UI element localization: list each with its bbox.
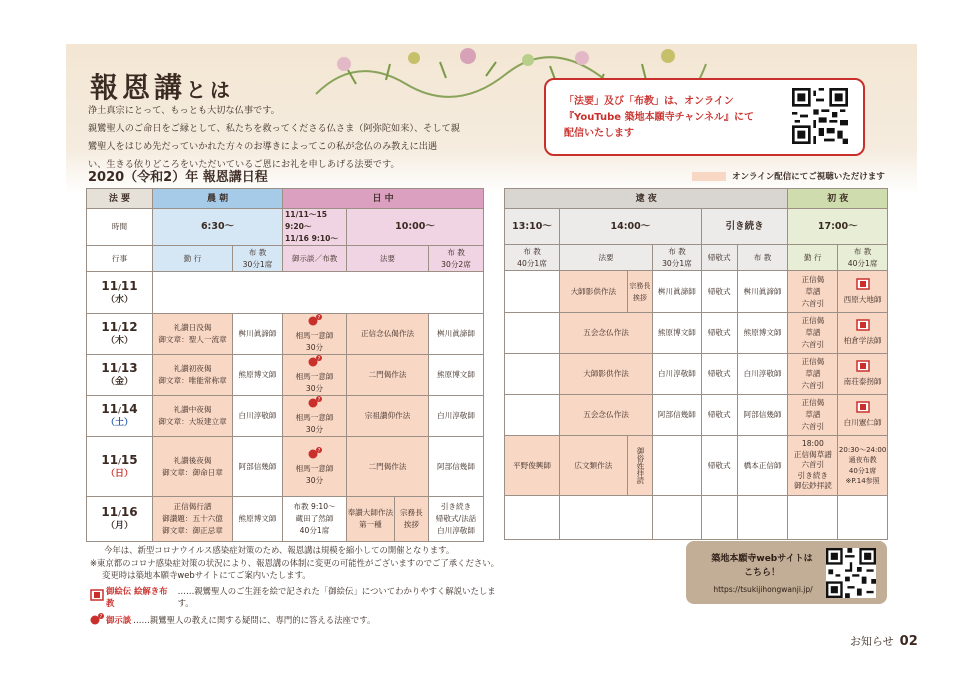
- table-row: [87, 497, 484, 542]
- preacher-cell: 熊原博文師: [737, 313, 788, 354]
- col-fukyo-1: 布 教 40分1席: [505, 245, 560, 271]
- jidan-cell: ? 相馬一意師 30分: [283, 437, 347, 497]
- col-fukyo-noon: 布 教 30分2席: [429, 246, 484, 272]
- preacher-cell: 桝川眞諦師: [233, 314, 283, 355]
- cell: [788, 496, 838, 540]
- table-row: [505, 354, 888, 395]
- gyou-cell: 礼讃中夜偈 御文章：大坂建立章: [153, 396, 233, 437]
- houyou-cell: 大師影供作法: [560, 271, 628, 313]
- svg-text:?: ?: [317, 397, 320, 403]
- preacher-cell: 桝川眞諦師: [737, 271, 788, 313]
- houyou-cell: 奉讃大師作法 第一種 宗務長 挨拶: [347, 497, 429, 542]
- jidan-icon: [90, 613, 104, 629]
- jidan-cell: ? 相馬一意師 30分: [283, 314, 347, 355]
- col-kikyo: 帰敬式: [701, 245, 737, 271]
- table-row: [87, 272, 484, 314]
- kikyo-cell: 帰敬式: [701, 354, 737, 395]
- gyou-cell: 礼讃初夜偈 御文章：唯能常称章: [153, 355, 233, 396]
- row-label: 行事: [87, 246, 153, 272]
- cell: [505, 354, 560, 395]
- houyou-cell: 二門偈作法: [347, 355, 429, 396]
- kikyo-cell: 帰敬式: [701, 271, 737, 313]
- empty-cell: [153, 272, 484, 314]
- preacher-cell: 熊原博文師: [233, 497, 283, 542]
- eden-icon: [856, 278, 870, 294]
- page-title: 報恩講とは: [90, 71, 235, 104]
- tsuya-cell: 20:30〜24:00 通夜布教 40分1席 ※P.14参照: [838, 436, 888, 496]
- col-gyou: 勤 行: [153, 246, 233, 272]
- eden-cell: 白川憲仁師: [838, 395, 888, 436]
- eden-icon: [90, 589, 104, 605]
- jidan-icon: [308, 355, 322, 371]
- note-line: ※東京都のコロナ感染症対策の状況により、報恩講の体制に変更の可能性がございますのでご了承ください。: [90, 557, 500, 568]
- online-legend: オンライン配信にてご視聴いただけます: [692, 170, 885, 182]
- page-footer: お知らせ 02: [850, 634, 918, 649]
- col-gyou: 勤 行: [788, 245, 838, 271]
- eden-legend: 御絵伝 絵解き布教 ……親鸞聖人のご生涯を絵で記された「御絵伝」についてわかりやすく解説いたします。: [90, 585, 510, 610]
- schedule-table-morning-noon: [86, 188, 484, 542]
- header-noon: 日 中: [283, 189, 484, 209]
- note-line: 今年は、新型コロナウイルス感染症対策のため、報恩講は規模を縮小しての開催となります。: [104, 545, 455, 555]
- preacher-cell: 熊原博文師: [653, 313, 702, 354]
- svg-text:?: ?: [99, 613, 103, 620]
- col-fukyo-3: 布 教: [737, 245, 788, 271]
- eden-cell: 西原大地師: [838, 271, 888, 313]
- time-noon-sub: 11/11〜15 9:20〜 11/16 9:10〜: [283, 209, 347, 246]
- svg-text:?: ?: [317, 356, 320, 362]
- gyou-cell: 18:00 正信偈草譜 六首引 引き続き 御伝鈔拝読: [788, 436, 838, 496]
- table-row: [87, 396, 484, 437]
- preacher-cell: 阿部信幾師: [737, 395, 788, 436]
- website-url[interactable]: https://tsukijihongwanji.jp/: [713, 585, 813, 594]
- date-cell: 11/13 （金）: [87, 355, 153, 396]
- jidan-legend: ? 御示談 ……親鸞聖人の教えに関する疑問に、専門的に答える法座です。: [90, 613, 510, 629]
- notes: [90, 544, 510, 628]
- gyou-cell: 礼讃日没偈 御文章：聖人一流章: [153, 314, 233, 355]
- preacher-cell: 阿部信幾師: [653, 395, 702, 436]
- preacher-cell: 白川淳敬師: [653, 354, 702, 395]
- preacher-cell: 引き続き 帰敬式/法話 白川淳敬師: [429, 497, 484, 542]
- cell: [701, 496, 737, 540]
- svg-text:?: ?: [317, 447, 320, 454]
- table-row: [505, 496, 888, 540]
- date-cell: 11/15 （日）: [87, 437, 153, 497]
- gyou-cell: 正信偈 草譜 六首引: [788, 395, 838, 436]
- cell: [737, 496, 788, 540]
- gyou-cell: 礼讃後夜偈 御文章：御命日章: [153, 437, 233, 497]
- gyou-cell: 正信偈 草譜 六首引: [788, 354, 838, 395]
- preacher-cell: 熊原博文師: [429, 355, 484, 396]
- kikyo-cell: 帰敬式: [701, 395, 737, 436]
- fukyo-cell: 布教 9:10〜 蔵田了然師 40分1席: [283, 497, 347, 542]
- eden-icon: [856, 401, 870, 417]
- preacher-cell: 白川淳敬師: [429, 396, 484, 437]
- col-fukyo-4: 布 教 40分1席: [838, 245, 888, 271]
- preacher-cell: 阿部信幾師: [429, 437, 484, 497]
- col-houyou: 法要: [560, 245, 653, 271]
- preacher-cell: 白川淳敬師: [737, 354, 788, 395]
- jidan-cell: ? 相馬一意師 30分: [283, 355, 347, 396]
- preacher-cell: 平野俊興師: [505, 436, 560, 496]
- table-row: [505, 436, 888, 496]
- eden-cell: 柏倉学法師: [838, 313, 888, 354]
- online-notice-box: 「法要」及び「布教」は、オンライン 『YouTube 築地本願寺チャンネル』にて 配信いたします: [544, 78, 865, 156]
- header-houyou: 法 要: [87, 189, 153, 209]
- kikyo-cell: 帰敬式: [701, 436, 737, 496]
- gyou-cell: 正信偈 草譜 六首引: [788, 271, 838, 313]
- houyou-cell: 大師影供作法: [560, 354, 653, 395]
- header-morning: 晨 朝: [153, 189, 283, 209]
- col-gojidan: 御示談／布教: [283, 246, 347, 272]
- houyou-sub-cell: 宗務長 挨拶: [627, 271, 652, 313]
- eden-icon: [856, 319, 870, 335]
- table-row: [87, 355, 484, 396]
- cell: [560, 496, 653, 540]
- houyou-cell: 二門偈作法: [347, 437, 429, 497]
- table-row: [505, 395, 888, 436]
- preacher-cell: 桝川眞諦師: [653, 271, 702, 313]
- header-night: 逮 夜: [505, 189, 788, 209]
- time-1310: 13:10〜: [505, 209, 560, 245]
- preacher-cell: 橋本正信師: [737, 436, 788, 496]
- table-row: [87, 437, 484, 497]
- note-line: 変更時は築地本願寺webサイトにてご案内いたします。: [102, 570, 311, 580]
- cell: [505, 496, 560, 540]
- time-label: 時間: [87, 209, 153, 246]
- jidan-cell: ? 相馬一意師 30分: [283, 396, 347, 437]
- time-continue: 引き続き: [701, 209, 788, 245]
- svg-text:?: ?: [317, 315, 320, 321]
- eden-icon: [856, 360, 870, 376]
- time-morning: 6:30〜: [153, 209, 283, 246]
- table-row: [87, 314, 484, 355]
- cell: [505, 313, 560, 354]
- time-1700: 17:00〜: [788, 209, 888, 245]
- cell: [505, 271, 560, 313]
- date-cell: 11/12 （木）: [87, 314, 153, 355]
- eden-cell: 南荘泰拐師: [838, 354, 888, 395]
- kikyo-cell: 帰敬式: [701, 313, 737, 354]
- gyou-cell: 正信偈 草譜 六首引: [788, 313, 838, 354]
- col-fukyo-2: 布 教 30分1席: [653, 245, 702, 271]
- legend-swatch: [692, 172, 726, 181]
- schedule-title: 2020（令和2）年 報恩講日程: [88, 170, 268, 185]
- date-cell: 11/16 （月）: [87, 497, 153, 542]
- page: [66, 44, 917, 625]
- time-noon: 10:00〜: [347, 209, 484, 246]
- website-qr-code[interactable]: [826, 548, 876, 598]
- table-row: [505, 313, 888, 354]
- houyou-cell: 広文類作法: [560, 436, 628, 496]
- website-box[interactable]: 築地本願寺webサイトは こちら！ https://tsukijihongwanji.jp/: [686, 541, 887, 604]
- col-fukyo-morning: 布 教 30分1席: [233, 246, 283, 272]
- time-1400: 14:00〜: [560, 209, 702, 245]
- jidan-icon: [308, 447, 322, 463]
- intro-text: 浄土真宗にとって、もっとも大切な仏事です。 親鸞聖人のご命日をご縁として、私たちを救ってくださる仏さま（阿弥陀如来）、そして親 鸞聖人をはじめ先だっていかれた方々のお導きによってこの私が念仏のみ教えに出遇 い、生きる依りどころをいただいているご恩にお礼を申しあげる法要です。: [88, 105, 460, 170]
- jidan-icon: [308, 396, 322, 412]
- header-first-night: 初 夜: [788, 189, 888, 209]
- table-row: [505, 271, 888, 313]
- date-cell: 11/11 （水）: [87, 272, 153, 314]
- gyou-cell: 正信偈行譜 御讃題：五十六億 御文章：御正忌章: [153, 497, 233, 542]
- cell: [505, 395, 560, 436]
- houyou-sub-cell: 御俗姓拝読: [627, 436, 652, 496]
- cell: [838, 496, 888, 540]
- schedule-table-evening: [504, 188, 888, 540]
- preacher-cell: 白川淳敬師: [233, 396, 283, 437]
- youtube-qr-code[interactable]: [792, 88, 848, 144]
- date-cell: 11/14 （土）: [87, 396, 153, 437]
- cell: [653, 496, 702, 540]
- cell: [653, 436, 702, 496]
- houyou-cell: 正信念仏偈作法: [347, 314, 429, 355]
- col-houyou: 法要: [347, 246, 429, 272]
- preacher-cell: 桝川眞諦師: [429, 314, 484, 355]
- houyou-cell: 五会念仏作法: [560, 395, 653, 436]
- preacher-cell: 阿部信幾師: [233, 437, 283, 497]
- preacher-cell: 熊原博文師: [233, 355, 283, 396]
- houyou-cell: 宗祖讃仰作法: [347, 396, 429, 437]
- jidan-icon: [308, 314, 322, 330]
- houyou-cell: 五会念仏作法: [560, 313, 653, 354]
